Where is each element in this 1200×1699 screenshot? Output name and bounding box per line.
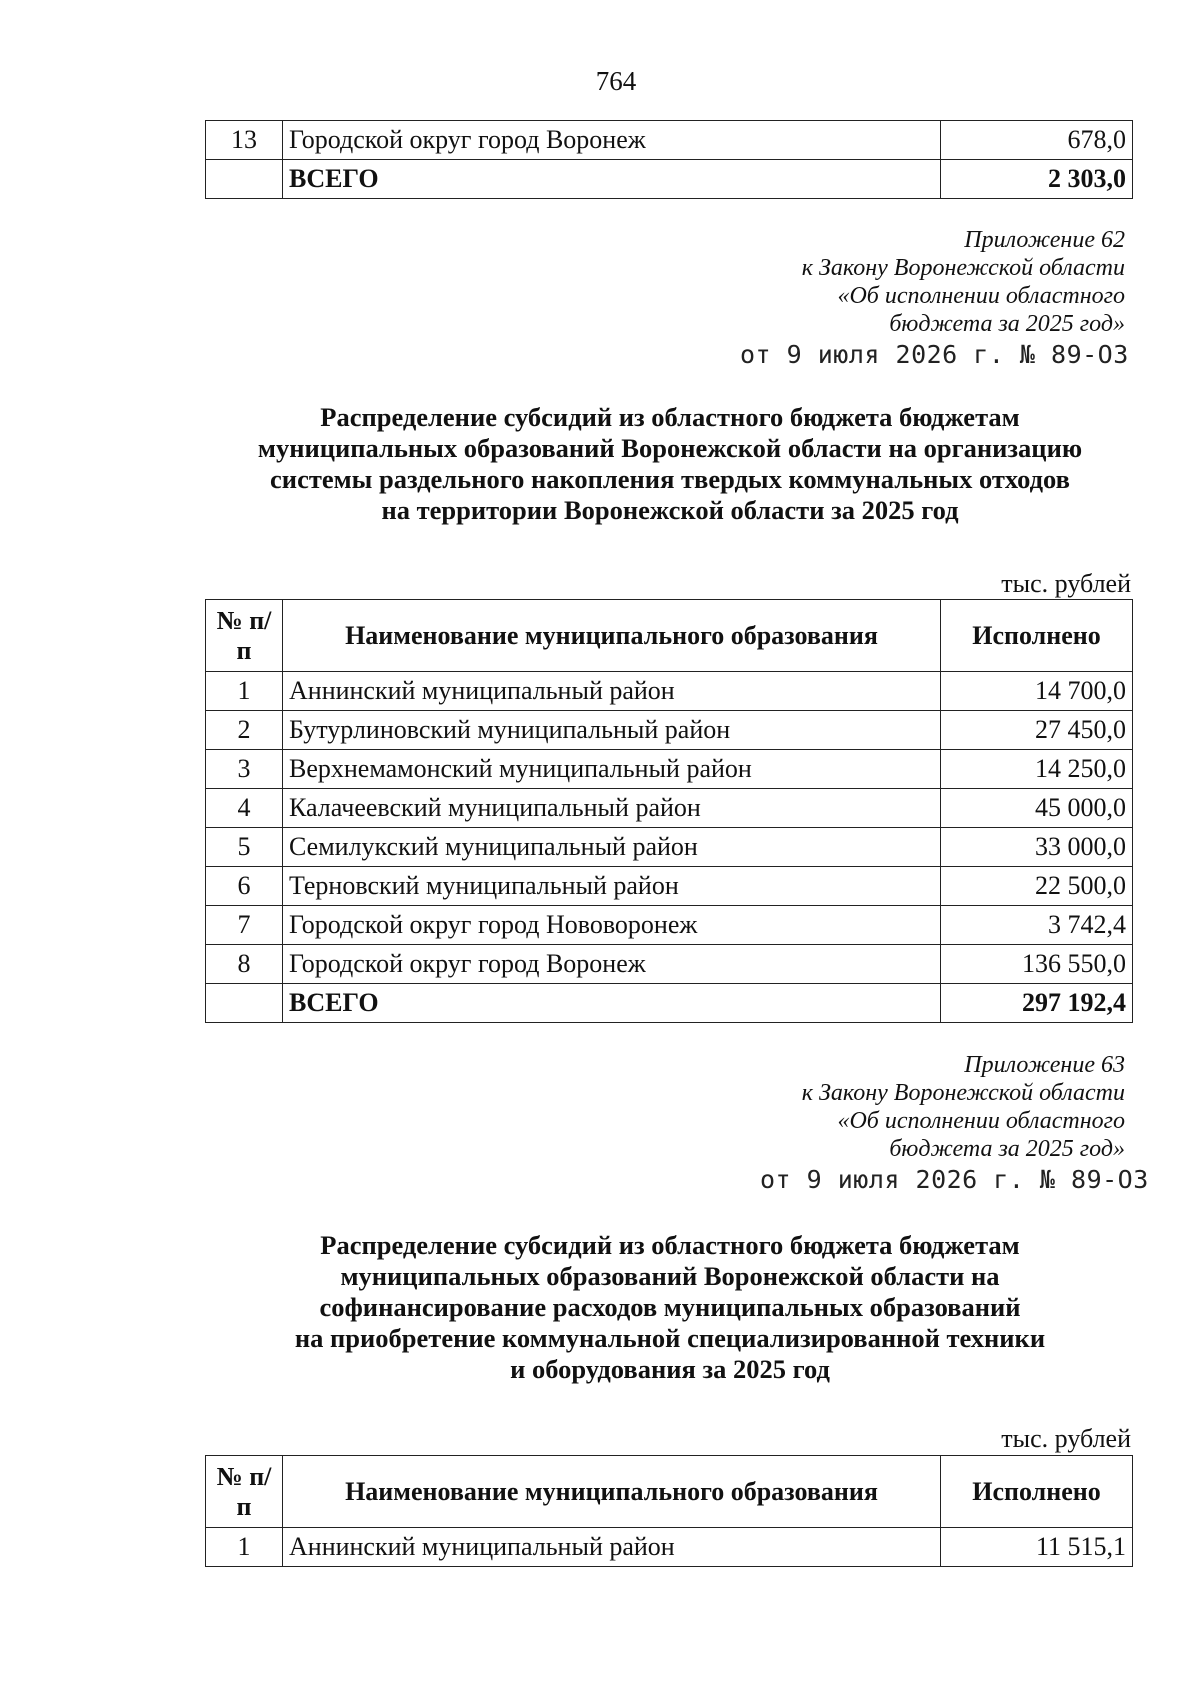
title-line: муниципальных образований Воронежской области на организацию xyxy=(257,433,1083,463)
table-row xyxy=(206,906,1133,945)
subsidy-table-62 xyxy=(205,599,1133,1023)
row-number: 13 xyxy=(206,121,283,160)
total-row xyxy=(206,984,1133,1023)
table-row xyxy=(206,828,1133,867)
title-line: на территории Воронежской области за 2025 год xyxy=(381,495,959,525)
title-line: на приобретение коммунальной специализированной техники xyxy=(294,1323,1046,1353)
page-number: 764 xyxy=(595,66,637,96)
appendix-63-caption xyxy=(700,1051,1125,1163)
table-row xyxy=(206,945,1133,984)
row-number: 7 xyxy=(206,906,283,945)
appendix-line: «Об исполнении областного xyxy=(837,283,1125,309)
unit-label: тыс. рублей xyxy=(1001,1424,1131,1453)
row-value: 678,0 xyxy=(941,121,1133,160)
title-line: Распределение субсидий из областного бюджета бюджетам xyxy=(320,1230,1020,1260)
row-name: Бутурлиновский муниципальный район xyxy=(283,711,941,750)
row-number: 6 xyxy=(206,867,283,906)
table-row xyxy=(206,789,1133,828)
row-value: 27 450,0 xyxy=(941,711,1133,750)
row-number: 3 xyxy=(206,750,283,789)
appendix-line: Приложение 62 xyxy=(964,227,1125,253)
unit-label: тыс. рублей xyxy=(1001,569,1131,598)
row-number: 1 xyxy=(206,672,283,711)
appendix-line: «Об исполнении областного xyxy=(837,1108,1125,1134)
table-row xyxy=(206,711,1133,750)
appendix-line: Приложение 63 xyxy=(964,1052,1125,1078)
total-label: ВСЕГО xyxy=(283,160,941,199)
row-name: Терновский муниципальный район xyxy=(283,867,941,906)
row-value: 14 700,0 xyxy=(941,672,1133,711)
table-header xyxy=(206,1456,1133,1528)
table-row xyxy=(206,672,1133,711)
title-line: софинансирование расходов муниципальных образований xyxy=(319,1292,1021,1322)
row-number: 2 xyxy=(206,711,283,750)
total-row xyxy=(206,160,1133,199)
row-number: 8 xyxy=(206,945,283,984)
subsidy-table-63 xyxy=(205,1455,1133,1567)
title-line: и оборудования за 2025 год xyxy=(510,1354,830,1384)
total-value: 2 303,0 xyxy=(941,160,1133,199)
header-value: Исполнено xyxy=(941,1456,1133,1528)
table-row xyxy=(206,1528,1133,1567)
total-value: 297 192,4 xyxy=(941,984,1133,1023)
table-header xyxy=(206,600,1133,672)
total-number xyxy=(206,984,283,1023)
row-name: Семилукский муниципальный район xyxy=(283,828,941,867)
section-title xyxy=(160,402,1180,526)
header-number: № п/п xyxy=(206,1456,283,1528)
row-value: 33 000,0 xyxy=(941,828,1133,867)
approval-stamp: от 9 июля 2026 г. № 89-ОЗ xyxy=(760,1165,1149,1194)
row-value: 3 742,4 xyxy=(941,906,1133,945)
title-line: муниципальных образований Воронежской области на xyxy=(340,1261,1000,1291)
row-name: Аннинский муниципальный район xyxy=(283,672,941,711)
continuation-table xyxy=(205,120,1133,199)
table-row xyxy=(206,121,1133,160)
row-name: Верхнемамонский муниципальный район xyxy=(283,750,941,789)
row-number: 1 xyxy=(206,1528,283,1567)
table-row xyxy=(206,867,1133,906)
approval-stamp: от 9 июля 2026 г. № 89-ОЗ xyxy=(740,340,1129,369)
title-line: системы раздельного накопления твердых коммунальных отходов xyxy=(270,464,1070,494)
header-number: № п/п xyxy=(206,600,283,672)
row-name: Городской округ город Воронеж xyxy=(283,121,941,160)
total-label: ВСЕГО xyxy=(283,984,941,1023)
section-title xyxy=(160,1230,1180,1385)
row-name: Калачеевский муниципальный район xyxy=(283,789,941,828)
row-value: 22 500,0 xyxy=(941,867,1133,906)
row-value: 136 550,0 xyxy=(941,945,1133,984)
row-number: 5 xyxy=(206,828,283,867)
table-row xyxy=(206,750,1133,789)
appendix-line: к Закону Воронежской области xyxy=(801,255,1125,281)
row-name: Городской округ город Нововоронеж xyxy=(283,906,941,945)
row-value: 11 515,1 xyxy=(941,1528,1133,1567)
row-name: Аннинский муниципальный район xyxy=(283,1528,941,1567)
row-value: 14 250,0 xyxy=(941,750,1133,789)
row-name: Городской округ город Воронеж xyxy=(283,945,941,984)
total-number xyxy=(206,160,283,199)
header-name: Наименование муниципального образования xyxy=(283,600,941,672)
header-value: Исполнено xyxy=(941,600,1133,672)
row-number: 4 xyxy=(206,789,283,828)
appendix-line: к Закону Воронежской области xyxy=(801,1080,1125,1106)
appendix-line: бюджета за 2025 год» xyxy=(889,1136,1125,1162)
appendix-line: бюджета за 2025 год» xyxy=(889,311,1125,337)
title-line: Распределение субсидий из областного бюджета бюджетам xyxy=(320,402,1020,432)
appendix-62-caption xyxy=(700,226,1125,338)
row-value: 45 000,0 xyxy=(941,789,1133,828)
header-name: Наименование муниципального образования xyxy=(283,1456,941,1528)
